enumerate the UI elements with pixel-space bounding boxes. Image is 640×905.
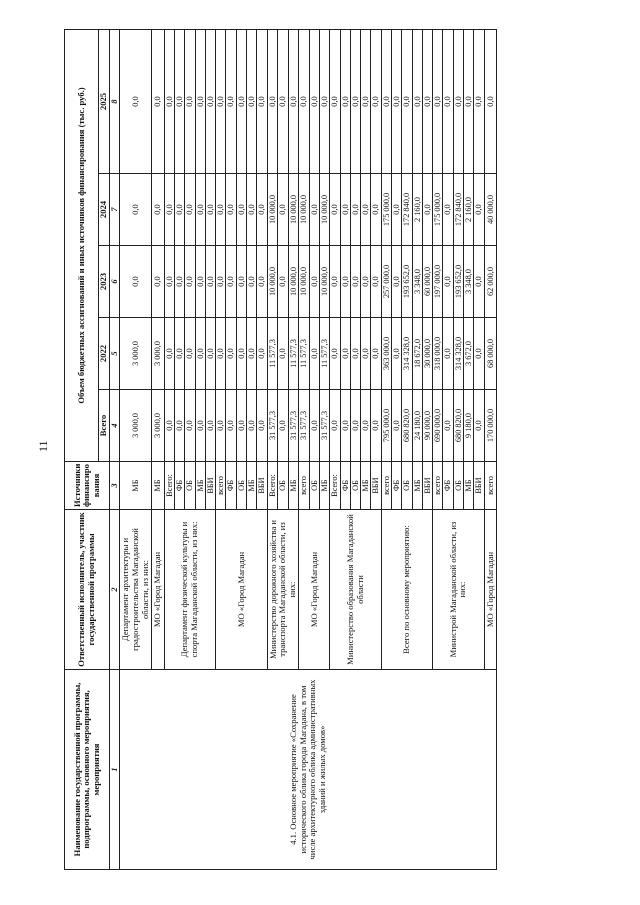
executor-cell: Министерство дорожного хозяйства и транспорта Магаданской области, из них: [267, 510, 299, 670]
year-value-cell: 0,0 [185, 246, 195, 318]
total-value-cell: 0,0 [361, 390, 371, 462]
column-number: 4 [110, 390, 120, 462]
funding-source-cell: ОБ [185, 462, 195, 510]
year-value-cell: 10 000,0 [320, 246, 330, 318]
executor-cell: Всего по основному мероприятию: [381, 510, 432, 670]
rotated-content [64, 30, 584, 870]
total-value-cell: 31 577,3 [320, 390, 330, 462]
funding-source-cell: МБ [412, 462, 422, 510]
year-value-cell: 0,0 [392, 174, 402, 246]
header-year-2024: 2024 [99, 174, 110, 246]
funding-source-cell: Всего: [267, 462, 278, 510]
column-number: 8 [110, 30, 120, 174]
total-value-cell: 3 000,0 [152, 390, 165, 462]
year-value-cell: 0,0 [278, 318, 289, 390]
column-number: 5 [110, 318, 120, 390]
year-value-cell: 257 000,0 [381, 246, 391, 318]
header-year-2022: 2022 [99, 318, 110, 390]
funding-source-cell: МБ [463, 462, 473, 510]
year-value-cell: 0,0 [257, 174, 267, 246]
year-value-cell: 0,0 [309, 174, 319, 246]
year-value-cell: 0,0 [350, 30, 360, 174]
year-value-cell: 68 000,0 [484, 318, 497, 390]
year-value-cell: 0,0 [443, 246, 453, 318]
funding-source-cell: ОБ [350, 462, 360, 510]
year-value-cell: 40 000,0 [484, 174, 497, 246]
year-value-cell: 0,0 [226, 30, 236, 174]
total-value-cell: 24 180,0 [412, 390, 422, 462]
year-value-cell: 0,0 [164, 30, 174, 174]
total-value-cell: 0,0 [226, 390, 236, 462]
year-value-cell: 0,0 [443, 318, 453, 390]
year-value-cell: 0,0 [185, 30, 195, 174]
year-value-cell: 0,0 [330, 174, 340, 246]
year-value-cell: 0,0 [164, 174, 174, 246]
total-value-cell: 170 000,0 [484, 390, 497, 462]
funding-source-cell: МБ [320, 462, 330, 510]
total-value-cell: 0,0 [175, 390, 185, 462]
year-value-cell: 0,0 [371, 318, 381, 390]
year-value-cell: 0,0 [422, 174, 432, 246]
year-value-cell: 0,0 [443, 30, 453, 174]
budget-table [64, 29, 497, 870]
year-value-cell: 0,0 [175, 246, 185, 318]
year-value-cell: 0,0 [205, 246, 215, 318]
year-value-cell: 314 328,0 [402, 318, 412, 390]
year-value-cell: 0,0 [205, 174, 215, 246]
year-value-cell: 0,0 [453, 30, 463, 174]
year-value-cell: 62 000,0 [484, 246, 497, 318]
year-value-cell: 175 000,0 [381, 174, 391, 246]
funding-source-cell: Всего: [164, 462, 174, 510]
year-value-cell: 0,0 [330, 318, 340, 390]
measure-name: 4.1. Основное мероприятие «Сохранение исторического облика города Магадана, в том числе архитектурного облика административных зданий и жилых домов» [120, 670, 497, 870]
year-value-cell: 0,0 [433, 30, 443, 174]
year-value-cell: 0,0 [340, 318, 350, 390]
funding-source-cell: МБ [195, 462, 205, 510]
year-value-cell: 0,0 [392, 30, 402, 174]
year-value-cell: 10 000,0 [288, 246, 299, 318]
year-value-cell: 0,0 [330, 30, 340, 174]
year-value-cell: 0,0 [371, 30, 381, 174]
year-value-cell: 0,0 [278, 174, 289, 246]
year-value-cell: 0,0 [381, 30, 391, 174]
year-value-cell: 0,0 [185, 318, 195, 390]
header-program: Наименование государственной программы, подпрограммы, основного мероприятия, мероприятия [65, 670, 110, 870]
total-value-cell: 0,0 [164, 390, 174, 462]
year-value-cell: 0,0 [474, 246, 484, 318]
year-value-cell: 0,0 [474, 174, 484, 246]
year-value-cell: 0,0 [216, 174, 226, 246]
total-value-cell: 795 000,0 [381, 390, 391, 462]
year-value-cell: 0,0 [236, 318, 246, 390]
year-value-cell: 0,0 [361, 246, 371, 318]
total-value-cell: 0,0 [309, 390, 319, 462]
year-value-cell: 172 840,0 [453, 174, 463, 246]
funding-source-cell: всего [299, 462, 309, 510]
total-value-cell: 0,0 [216, 390, 226, 462]
funding-source-cell: ОБ [309, 462, 319, 510]
total-value-cell: 680 820,0 [453, 390, 463, 462]
executor-cell: МО «Город Магадан [299, 510, 330, 670]
column-number: 7 [110, 174, 120, 246]
funding-source-cell: ВБИ [422, 462, 432, 510]
column-number: 1 [110, 670, 120, 870]
year-value-cell: 0,0 [443, 174, 453, 246]
year-value-cell: 0,0 [320, 30, 330, 174]
year-value-cell: 0,0 [152, 174, 165, 246]
year-value-cell: 0,0 [226, 246, 236, 318]
total-value-cell: 0,0 [340, 390, 350, 462]
year-value-cell: 0,0 [120, 30, 152, 174]
executor-cell: МО «Город Магадан [152, 510, 165, 670]
year-value-cell: 0,0 [484, 30, 497, 174]
column-number: 6 [110, 246, 120, 318]
year-value-cell: 0,0 [205, 318, 215, 390]
year-value-cell: 0,0 [236, 30, 246, 174]
year-value-cell: 0,0 [185, 174, 195, 246]
year-value-cell: 3 000,0 [152, 318, 165, 390]
year-value-cell: 0,0 [463, 30, 473, 174]
year-value-cell: 0,0 [371, 246, 381, 318]
year-value-cell: 0,0 [257, 246, 267, 318]
year-value-cell: 0,0 [288, 30, 299, 174]
year-value-cell: 0,0 [120, 174, 152, 246]
total-value-cell: 0,0 [247, 390, 257, 462]
year-value-cell: 0,0 [309, 246, 319, 318]
total-value-cell: 680 820,0 [402, 390, 412, 462]
funding-source-cell: ФБ [340, 462, 350, 510]
funding-source-cell: ВБИ [257, 462, 267, 510]
year-value-cell: 0,0 [164, 318, 174, 390]
year-value-cell: 30 000,0 [422, 318, 432, 390]
total-value-cell: 9 180,0 [463, 390, 473, 462]
total-value-cell: 0,0 [350, 390, 360, 462]
total-value-cell: 90 000,0 [422, 390, 432, 462]
year-value-cell: 0,0 [257, 318, 267, 390]
year-value-cell: 2 160,0 [412, 174, 422, 246]
year-value-cell: 11 577,3 [320, 318, 330, 390]
funding-source-cell: МБ [361, 462, 371, 510]
year-value-cell: 0,0 [226, 174, 236, 246]
year-value-cell: 0,0 [226, 318, 236, 390]
year-value-cell: 60 000,0 [422, 246, 432, 318]
executor-cell: МО «Город Магадан [216, 510, 267, 670]
year-value-cell: 0,0 [350, 318, 360, 390]
year-value-cell: 0,0 [267, 30, 278, 174]
executor-cell: Департамент архитектуры и градостроительства Магаданской области, из них: [120, 510, 152, 670]
year-value-cell: 11 577,3 [288, 318, 299, 390]
header-year-2023: 2023 [99, 246, 110, 318]
header-total: Всего [99, 390, 110, 462]
funding-source-cell: ОБ [402, 462, 412, 510]
year-value-cell: 0,0 [361, 318, 371, 390]
column-number: 3 [110, 462, 120, 510]
funding-source-cell: ВБИ [205, 462, 215, 510]
year-value-cell: 0,0 [195, 174, 205, 246]
year-value-cell: 3 348,0 [463, 246, 473, 318]
year-value-cell: 0,0 [216, 318, 226, 390]
header-funding-group: Объем бюджетных ассигнований и иных источников финансирования (тыс. руб.) [65, 30, 99, 462]
year-value-cell: 0,0 [392, 318, 402, 390]
year-value-cell: 0,0 [412, 30, 422, 174]
year-value-cell: 10 000,0 [299, 174, 309, 246]
funding-source-cell: Всего: [330, 462, 340, 510]
year-value-cell: 0,0 [195, 246, 205, 318]
year-value-cell: 0,0 [175, 318, 185, 390]
year-value-cell: 193 652,0 [453, 246, 463, 318]
funding-source-cell: ОБ [236, 462, 246, 510]
year-value-cell: 0,0 [247, 246, 257, 318]
executor-cell: Министрой Магаданской области, из них: [433, 510, 484, 670]
funding-source-cell: всего [216, 462, 226, 510]
funding-source-cell: ОБ [453, 462, 463, 510]
funding-source-cell: ФБ [392, 462, 402, 510]
year-value-cell: 10 000,0 [267, 174, 278, 246]
year-value-cell: 197 000,0 [433, 246, 443, 318]
year-value-cell: 0,0 [247, 318, 257, 390]
executor-cell: МО «Город Магадан [484, 510, 497, 670]
year-value-cell: 3 000,0 [120, 318, 152, 390]
total-value-cell: 0,0 [195, 390, 205, 462]
year-value-cell: 0,0 [350, 246, 360, 318]
year-value-cell: 11 577,3 [299, 318, 309, 390]
year-value-cell: 0,0 [330, 246, 340, 318]
funding-source-cell: МБ [152, 462, 165, 510]
year-value-cell: 0,0 [422, 30, 432, 174]
header-year-2025: 2025 [99, 30, 110, 174]
total-value-cell: 31 577,3 [299, 390, 309, 462]
funding-source-cell: ФБ [175, 462, 185, 510]
total-value-cell: 3 000,0 [120, 390, 152, 462]
funding-source-cell: всего [484, 462, 497, 510]
year-value-cell: 0,0 [152, 30, 165, 174]
year-value-cell: 172 840,0 [402, 174, 412, 246]
year-value-cell: 193 652,0 [402, 246, 412, 318]
total-value-cell: 0,0 [371, 390, 381, 462]
year-value-cell: 175 000,0 [433, 174, 443, 246]
year-value-cell: 0,0 [175, 30, 185, 174]
year-value-cell: 0,0 [340, 174, 350, 246]
funding-source-cell: МБ [288, 462, 299, 510]
total-value-cell: 0,0 [392, 390, 402, 462]
year-value-cell: 0,0 [392, 246, 402, 318]
year-value-cell: 0,0 [371, 174, 381, 246]
year-value-cell: 0,0 [216, 246, 226, 318]
funding-source-cell: ВБИ [474, 462, 484, 510]
year-value-cell: 0,0 [247, 30, 257, 174]
header-executor: Ответственный исполнитель, участник государственной программы [65, 510, 110, 670]
year-value-cell: 0,0 [216, 30, 226, 174]
year-value-cell: 0,0 [236, 174, 246, 246]
year-value-cell: 18 672,0 [412, 318, 422, 390]
year-value-cell: 0,0 [247, 174, 257, 246]
year-value-cell: 318 000,0 [433, 318, 443, 390]
year-value-cell: 0,0 [340, 30, 350, 174]
total-value-cell: 0,0 [236, 390, 246, 462]
funding-source-cell: всего [433, 462, 443, 510]
year-value-cell: 0,0 [278, 246, 289, 318]
total-value-cell: 0,0 [278, 390, 289, 462]
total-value-cell: 690 000,0 [433, 390, 443, 462]
funding-source-cell: МБ [247, 462, 257, 510]
executor-cell: Департамент физической культуры и спорта Магаданской области, из них: [164, 510, 215, 670]
year-value-cell: 0,0 [361, 30, 371, 174]
total-value-cell: 0,0 [185, 390, 195, 462]
year-value-cell: 3 672,0 [463, 318, 473, 390]
year-value-cell: 0,0 [474, 318, 484, 390]
year-value-cell: 0,0 [257, 30, 267, 174]
total-value-cell: 0,0 [443, 390, 453, 462]
year-value-cell: 0,0 [195, 318, 205, 390]
funding-source-cell: ВБИ [371, 462, 381, 510]
executor-cell: Министерство образования Магаданской области [330, 510, 381, 670]
table-body [120, 30, 497, 870]
year-value-cell: 0,0 [309, 318, 319, 390]
year-value-cell: 0,0 [402, 30, 412, 174]
year-value-cell: 0,0 [120, 246, 152, 318]
header-source: Источники финансиро вания [65, 462, 110, 510]
year-value-cell: 0,0 [278, 30, 289, 174]
total-value-cell: 0,0 [257, 390, 267, 462]
funding-source-cell: всего [381, 462, 391, 510]
year-value-cell: 2 160,0 [463, 174, 473, 246]
year-value-cell: 11 577,3 [267, 318, 278, 390]
funding-source-cell: ОБ [278, 462, 289, 510]
year-value-cell: 0,0 [205, 30, 215, 174]
year-value-cell: 0,0 [340, 246, 350, 318]
total-value-cell: 0,0 [330, 390, 340, 462]
year-value-cell: 0,0 [350, 174, 360, 246]
total-value-cell: 31 577,3 [267, 390, 278, 462]
year-value-cell: 0,0 [309, 30, 319, 174]
table-row [120, 30, 152, 870]
year-value-cell: 10 000,0 [267, 246, 278, 318]
year-value-cell: 0,0 [299, 30, 309, 174]
year-value-cell: 3 348,0 [412, 246, 422, 318]
page-number: 11 [36, 440, 50, 452]
year-value-cell: 363 000,0 [381, 318, 391, 390]
year-value-cell: 0,0 [164, 246, 174, 318]
funding-source-cell: ФБ [443, 462, 453, 510]
total-value-cell: 31 577,3 [288, 390, 299, 462]
year-value-cell: 0,0 [195, 30, 205, 174]
year-value-cell: 10 000,0 [299, 246, 309, 318]
year-value-cell: 0,0 [474, 30, 484, 174]
year-value-cell: 314 328,0 [453, 318, 463, 390]
year-value-cell: 0,0 [152, 246, 165, 318]
year-value-cell: 10 000,0 [320, 174, 330, 246]
total-value-cell: 0,0 [205, 390, 215, 462]
funding-source-cell: ФБ [226, 462, 236, 510]
year-value-cell: 0,0 [361, 174, 371, 246]
column-number: 2 [110, 510, 120, 670]
total-value-cell: 0,0 [474, 390, 484, 462]
year-value-cell: 10 000,0 [288, 174, 299, 246]
year-value-cell: 0,0 [175, 174, 185, 246]
year-value-cell: 0,0 [236, 246, 246, 318]
funding-source-cell: МБ [120, 462, 152, 510]
